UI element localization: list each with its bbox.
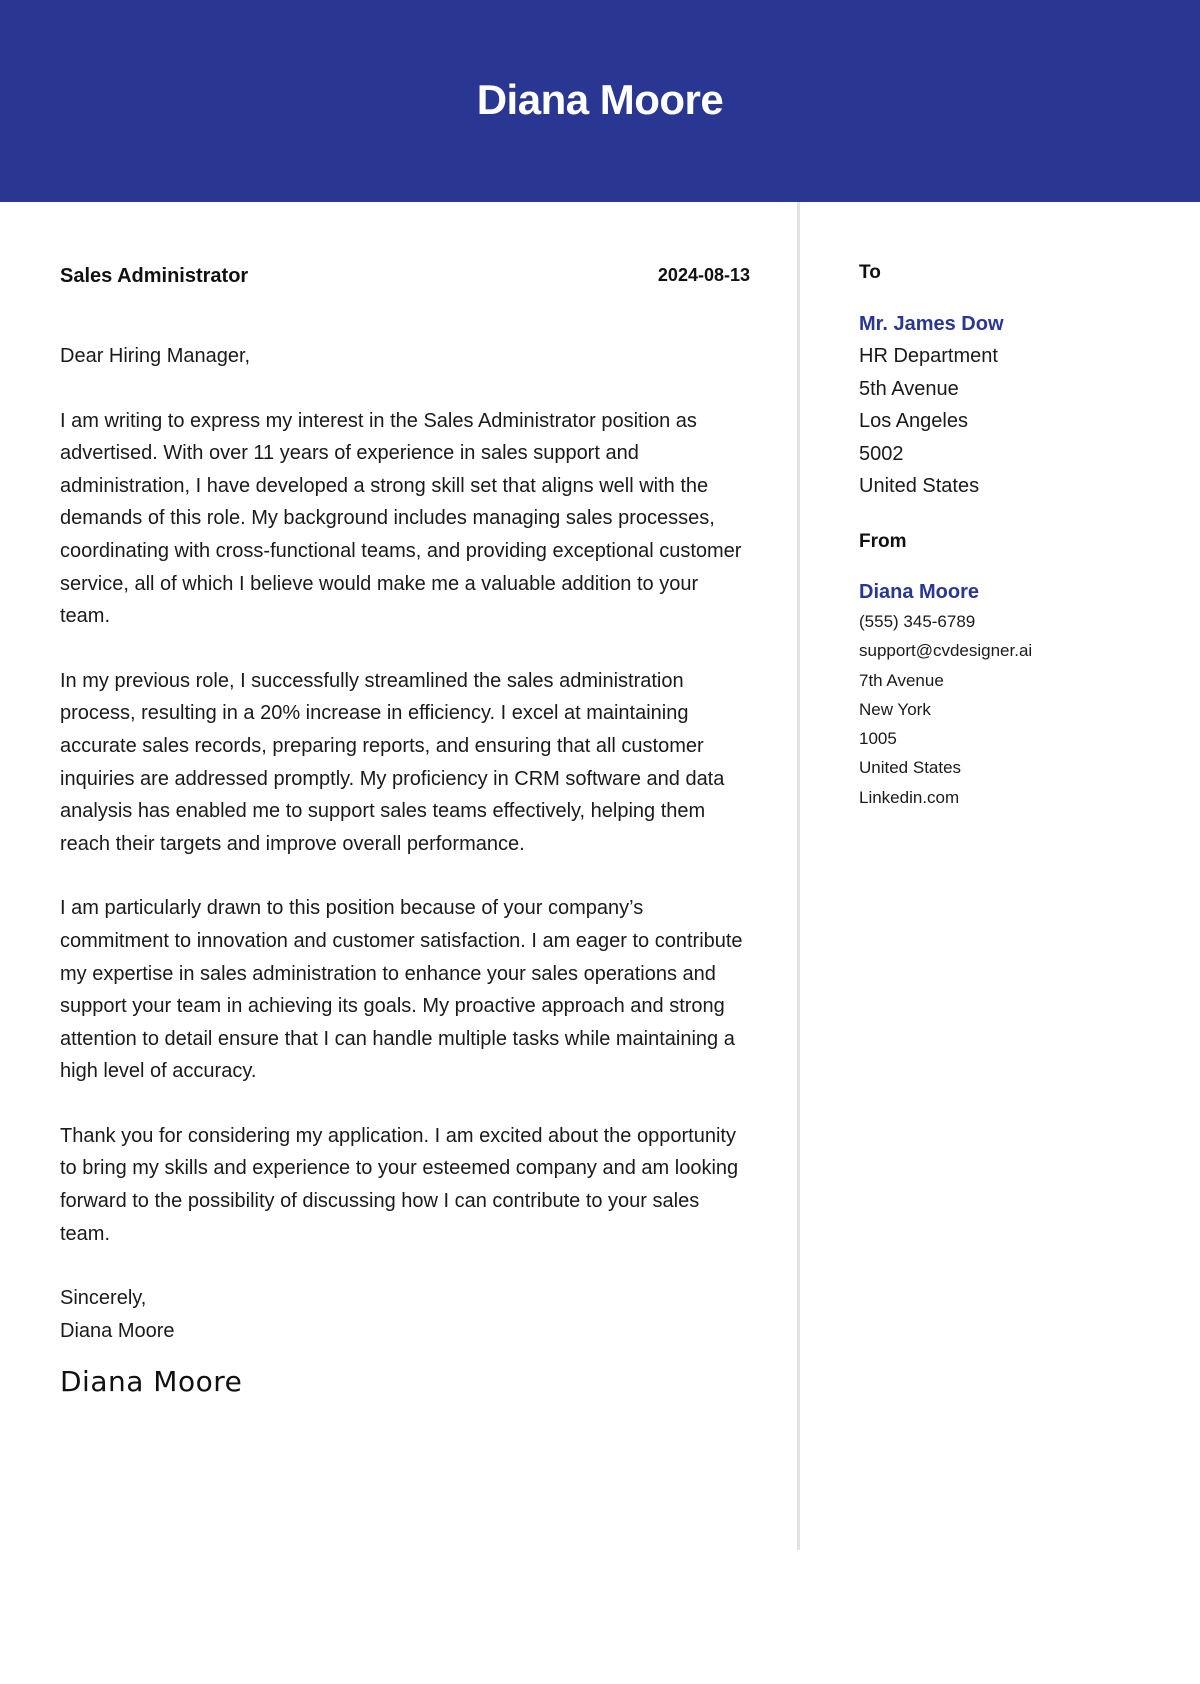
closing-block <box>60 1282 750 1347</box>
paragraph-2: In my previous role, I successfully streamlined the sales administration process, resulting in a 20% increase in efficiency. I excel at maintaining accurate sales records, preparing reports, and ensuring that all customer inquiries are addressed promptly. My proficiency in CRM software and data analysis has enabled me to support sales teams effectively, helping them reach their targets and improve overall performance. <box>60 669 725 855</box>
letter-date: 2024-08-13 <box>657 265 750 285</box>
job-title: Sales Administrator <box>60 265 249 287</box>
recipient-line: HR Department <box>859 345 998 367</box>
header-banner <box>0 0 1200 202</box>
letter-meta-row <box>60 262 750 292</box>
sender-name: Diana Moore <box>859 580 980 603</box>
column-divider <box>797 202 800 1550</box>
paragraph-1: I am writing to express my interest in the Sales Administrator position as advertised. With over 11 years of experience in sales support and administration, I have developed a strong skill set that aligns well with the demands of this role. My background includes managing sales processes, coordinating with cross-functional teams, and providing exceptional customer service, all of which I believe would make me a valuable addition to your team. <box>60 409 742 628</box>
sender-email: support@cvdesigner.ai <box>859 641 1033 661</box>
salutation: Dear Hiring Manager, <box>60 345 251 367</box>
sender-label: From <box>859 530 907 552</box>
letter-body <box>60 262 750 1398</box>
applicant-name-heading: Diana Moore <box>476 76 724 123</box>
sender-website: Linkedin.com <box>859 787 960 807</box>
sender-street: 7th Avenue <box>859 670 944 690</box>
closing-name: Diana Moore <box>60 1319 175 1342</box>
recipient-line: Los Angeles <box>859 410 968 433</box>
recipient-line: 5002 <box>859 442 904 465</box>
recipient-label: To <box>859 262 881 283</box>
sender-country: United States <box>859 758 962 778</box>
sender-phone: (555) 345-6789 <box>859 611 976 631</box>
sender-city: New York <box>859 699 931 719</box>
recipient-name: Mr. James Dow <box>859 313 1004 335</box>
sender-postcode: 1005 <box>859 729 897 749</box>
address-sidebar <box>859 262 1179 812</box>
paragraph-4: Thank you for considering my application. I am excited about the opportunity to bring my skills and experience to your esteemed company and am looking forward to the possibility of discussing how I can contribute to your sales team. <box>60 1124 739 1245</box>
closing-phrase: Sincerely, <box>60 1287 147 1310</box>
recipient-line: United States <box>859 475 980 498</box>
recipient-line: 5th Avenue <box>859 377 959 400</box>
signature: Diana Moore <box>60 1365 243 1399</box>
paragraph-3: I am particularly drawn to this position because of your company’s commitment to innovation and customer satisfaction. I am eager to contribute my expertise in sales administration to enhance your sales operations and support your team in achieving its goals. My proactive approach and strong attention to detail ensure that I can handle multiple tasks while maintaining a high level of accuracy. <box>60 897 743 1083</box>
